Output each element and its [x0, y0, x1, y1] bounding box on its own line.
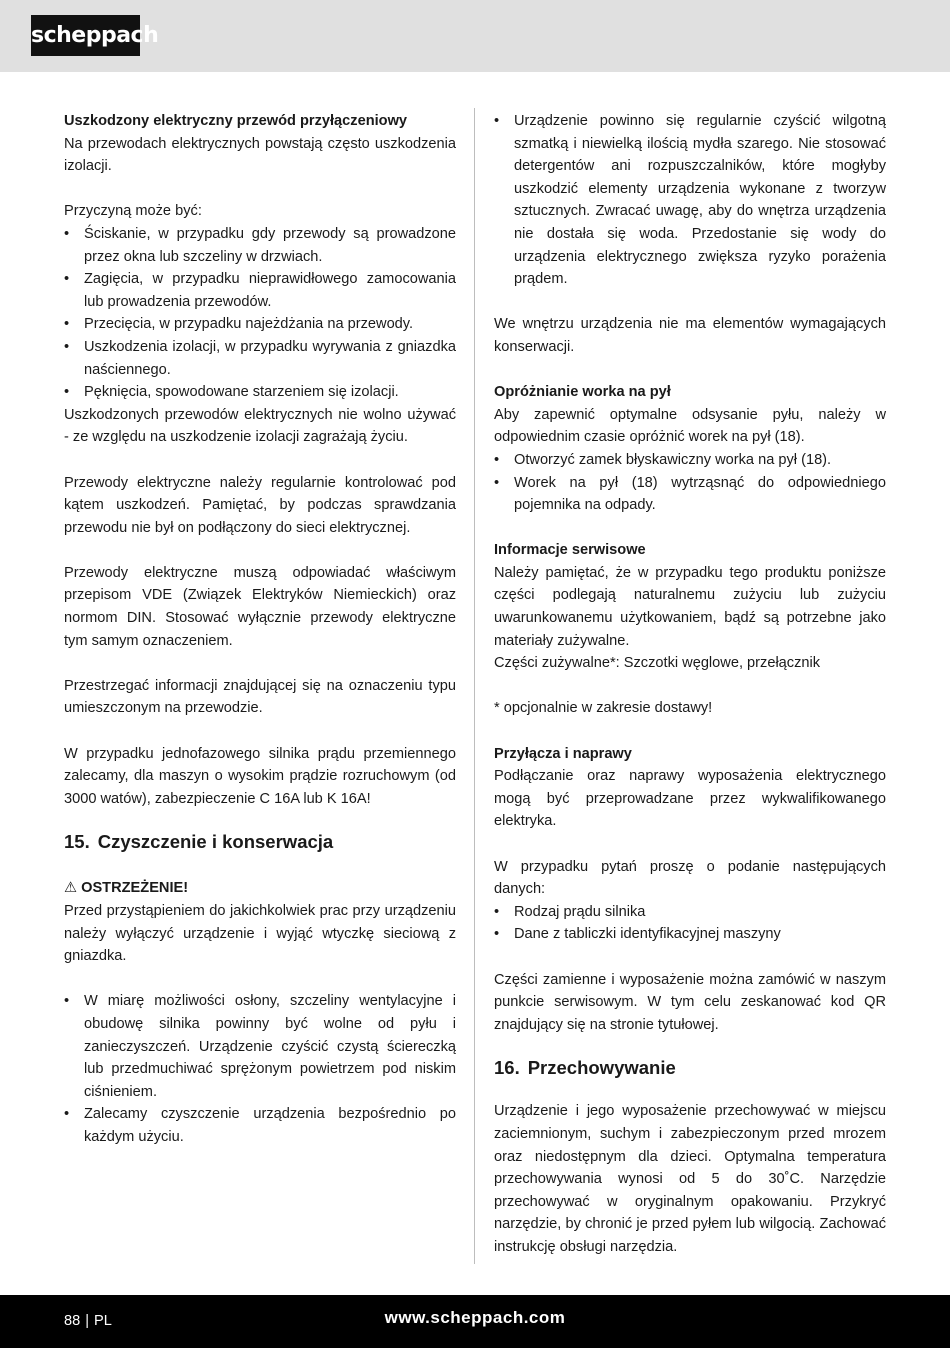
list-item: • Worek na pył (18) wytrząsnąć do odpowiedniego pojemnika na odpady. — [494, 472, 886, 517]
para-vde: Przewody elektryczne muszą odpowiadać właściwym przepisom VDE (Związek Elektryków Niemieckich) oraz normom DIN. Stosować wyłącznie przewody elektryczne tym samym oznaczeniem. — [64, 564, 456, 649]
para-label: Przestrzegać informacji znajdującej się na oznaczeniu typu umieszczonym na przewodzie. — [64, 677, 456, 717]
list-item: • W miarę możliwości osłony, szczeliny wentylacyjne i obudowę silnika powinny być wolne od pyłu i zanieczyszczeń. Urządzenie czyścić czystą ściereczką lub przedmuchiwać sprężonym powietrzem pod niskim ciśnieniem. — [64, 990, 456, 1103]
left-column — [64, 110, 456, 1149]
section-15-heading — [64, 830, 456, 854]
wear-parts: Części zużywalne*: Szczotki węglowe, przełącznik — [494, 655, 821, 672]
questions-text: W przypadku pytań proszę o podanie następujących danych: — [494, 858, 886, 898]
cable-intro: Na przewodach elektrycznych powstają często uszkodzenia izolacji. — [64, 135, 456, 175]
cleaning-list-left — [64, 990, 456, 1148]
service-heading: Informacje serwisowe — [494, 542, 646, 559]
list-item: • Dane z tabliczki identyfikacyjnej maszyny — [494, 923, 886, 946]
warning-text: Przed przystąpieniem do jakichkolwiek prac przy urządzeniu należy wyłączyć urządzenie i wyjąć wtyczkę sieciową z gniazdka. — [64, 903, 456, 965]
scheppach-logo: scheppach — [31, 15, 140, 56]
website-link[interactable]: www.scheppach.com — [384, 1308, 566, 1327]
list-item: • Rodzaj prądu silnika — [494, 901, 886, 924]
list-item: • Ściskanie, w przypadku gdy przewody są prowadzone przez okna lub szczeliny w drzwiach. — [64, 223, 456, 268]
cause-intro: Przyczyną może być: — [64, 203, 202, 220]
warning-triangle-icon: ⚠ — [64, 880, 78, 897]
warning-label: OSTRZEŻENIE! — [81, 880, 189, 897]
questions-list — [494, 901, 886, 946]
list-item: • Pęknięcia, spowodowane starzeniem się izolacji. — [64, 381, 456, 404]
section-16-heading — [494, 1056, 886, 1080]
warning-heading — [64, 877, 456, 900]
cable-heading: Uszkodzony elektryczny przewód przyłączeniowy — [64, 113, 408, 129]
page-separator: | — [85, 1313, 90, 1329]
footer-bar — [0, 1295, 950, 1348]
section-16-title: Przechowywanie — [527, 1057, 676, 1079]
section-15-number: 15. — [64, 831, 90, 853]
right-column — [494, 110, 886, 1259]
section-15-title: Czyszczenie i konserwacja — [97, 831, 334, 853]
causes-list — [64, 223, 456, 404]
list-item: • Zalecamy czyszczenie urządzenia bezpośrednio po każdym użyciu. — [64, 1103, 456, 1148]
list-item: • Urządzenie powinno się regularnie czyścić wilgotną szmatką i niewielką ilością mydła szarego. Nie stosować detergentów ani rozpuszczalników, które mogłyby uszkodzić elementy urządzenia wykonane z tworzyw sztucznych. Zwracać uwagę, aby do wnętrza urządzenia nie dostała się woda. Przedostanie się wody do urządzenia elektrycznego zwiększa ryzyko porażenia prądem. — [494, 110, 886, 291]
service-text: Należy pamiętać, że w przypadku tego produktu poniższe części podlegają naturalnemu zużyciu lub zużyciu uwarunkowanemu użytkowaniem, bądź są potrzebne jako materiały zużywalne. — [494, 564, 886, 649]
dust-heading: Opróżnianie worka na pył — [494, 384, 671, 401]
storage-text: Urządzenie i jego wyposażenie przechowywać w miejscu zaciemnionym, suchym i zabezpieczonym przed mrozem oraz niedostępnym dla dzieci. Optymalna temperatura przechowywania wynosi od 5 do 30˚C. Narzędzie przechowywać w oryginalnym opakowaniu. Przykryć narzędzie, by chronić je przed pyłem lub wilgocią. Zachować instrukcję obsługi narzędzia. — [494, 1103, 886, 1255]
header-bar — [0, 0, 950, 72]
dust-list — [494, 449, 886, 517]
cleaning-list-right — [494, 110, 886, 291]
connect-text: Podłączanie oraz naprawy wyposażenia elektrycznego mogą być przeprowadzane przez wykwalifikowanego elektryka. — [494, 768, 886, 830]
para-maintenance: We wnętrzu urządzenia nie ma elementów wymagających konserwacji. — [494, 316, 886, 355]
page-number: 88 — [64, 1313, 81, 1329]
list-item: • Przecięcia, w przypadku najeżdżania na przewody. — [64, 313, 456, 336]
column-divider — [474, 108, 475, 1264]
para-check: Przewody elektryczne należy regularnie kontrolować pod kątem uszkodzeń. Pamiętać, by podczas sprawdzania przewodu nie był on podłączony do sieci elektrycznej. — [64, 474, 456, 536]
para-damaged: Uszkodzonych przewodów elektrycznych nie wolno używać - ze względu na uszkodzenie izolacji zagrażają życiu. — [64, 406, 456, 446]
para-fuse: W przypadku jednofazowego silnika prądu przemiennego zalecamy, dla maszyn o wysokim prądzie rozruchowym (od 3000 watów), zabezpieczenie C 16A lub K 16A! — [64, 745, 456, 807]
connect-heading: Przyłącza i naprawy — [494, 745, 632, 762]
optional-note: * opcjonalnie w zakresie dostawy! — [494, 700, 713, 717]
dust-text: Aby zapewnić optymalne odsysanie pyłu, należy w odpowiednim czasie opróżnić worek na pył (18). — [494, 406, 886, 446]
language-code: PL — [94, 1313, 112, 1329]
list-item: • Uszkodzenia izolacji, w przypadku wyrywania z gniazdka naściennego. — [64, 336, 456, 381]
section-16-number: 16. — [494, 1057, 520, 1079]
parts-text: Części zamienne i wyposażenie można zamówić w naszym punkcie serwisowym. W tym celu zeskanować kod QR znajdujący się na stronie tytułowej. — [494, 971, 886, 1033]
list-item: • Otworzyć zamek błyskawiczny worka na pył (18). — [494, 449, 886, 472]
list-item: • Zagięcia, w przypadku nieprawidłowego zamocowania lub prowadzenia przewodów. — [64, 268, 456, 313]
